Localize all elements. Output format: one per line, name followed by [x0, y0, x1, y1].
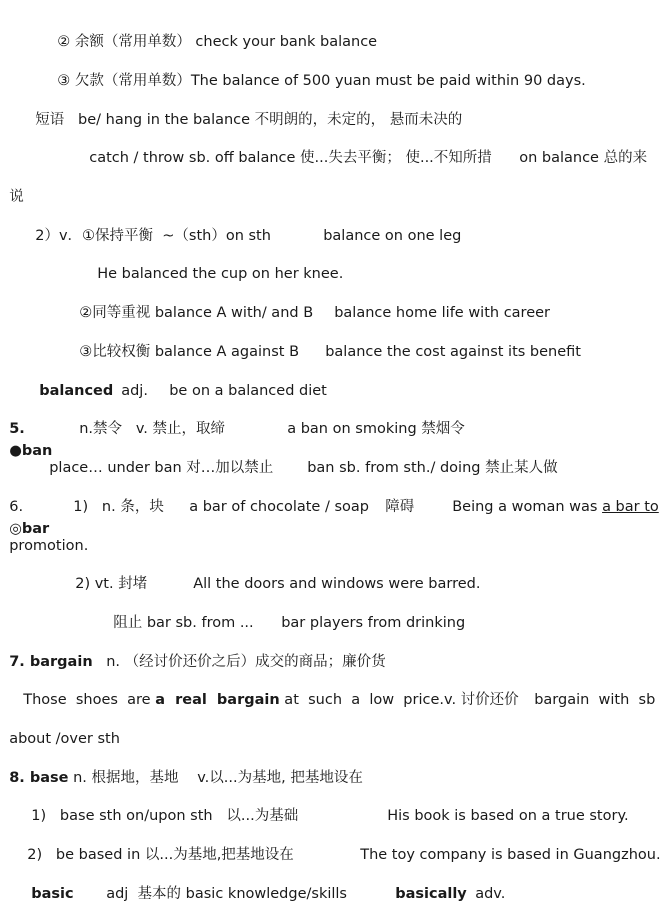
text: a bar of chocolate / soap [189, 499, 369, 515]
example-sentence [14, 667, 519, 708]
text: ③ 欠款（常用单数）The balance of 500 yuan must be paid within 90 days. [57, 73, 586, 89]
headword: 7. bargain [9, 654, 93, 670]
word-basic [22, 861, 74, 902]
text: adj 基本的 basic knowledge/skills [106, 886, 347, 902]
pos-label [466, 861, 506, 902]
example-sentence [443, 474, 659, 515]
text: 2）v．①保持平衡 ~（sth）on sth [35, 228, 271, 244]
text: adj. [121, 383, 148, 399]
text: catch / throw sb. off balance 使...失去平衡； 使...不知所措 [89, 150, 492, 166]
text: bar players from drinking [281, 615, 466, 631]
word-basically [386, 861, 467, 902]
headword: basic [31, 886, 74, 902]
continuation-text [0, 513, 89, 554]
headword: basically [395, 886, 467, 902]
text: ② 余额（常用单数） check your bank balance [57, 34, 378, 50]
verb-balance-sense-2 [70, 280, 314, 321]
verb-balance-example-1 [314, 203, 462, 244]
verb-balance-sense-1 [26, 203, 271, 244]
entry-ban [0, 396, 53, 459]
text: be on a balanced diet [169, 383, 327, 399]
entry-bar [0, 474, 50, 537]
text: He balanced the cup on her knee. [97, 266, 344, 282]
definition [97, 629, 386, 670]
example-phrase [278, 396, 465, 437]
text: Those shoes are [23, 692, 156, 708]
text: bargain with sb [534, 692, 656, 708]
phrase-based-in [18, 822, 294, 863]
text: 2) be based in 以...为基地,把基地设在 [27, 847, 294, 863]
entry-base [0, 745, 179, 786]
verb-balance-example-3 [316, 319, 581, 360]
text: v.以...为基地, 把基地设在 [197, 770, 363, 786]
sense-balance-debt [48, 48, 586, 89]
text: n.禁令 v. 禁止，取缔 [79, 421, 226, 437]
verb-definition [188, 745, 363, 786]
headword: ◎bar [9, 521, 50, 537]
definition [97, 861, 347, 902]
phrase-base-on [22, 783, 299, 824]
pos-label [112, 358, 148, 399]
example-sentence [184, 551, 481, 592]
example-phrase [160, 358, 327, 399]
text: balance on one leg [323, 228, 462, 244]
underlined-phrase: a bar to [602, 499, 659, 515]
phrase-ban-from [298, 435, 558, 476]
meaning-obstacle [376, 474, 415, 515]
text: The toy company is based in Guangzhou. [360, 847, 661, 863]
verb-bar-sense [66, 551, 148, 592]
text: at such a low price.v. 讨价还价 [279, 692, 519, 708]
text: All the doors and windows were barred. [193, 576, 481, 592]
phrases-on-balance [510, 125, 648, 166]
text: balance home life with career [334, 305, 550, 321]
text: 1) base sth on/upon sth 以...为基础 [31, 808, 299, 824]
text: ③比较权衡 balance A against B [79, 344, 300, 360]
text: adv. [475, 886, 506, 902]
verb-balance-example-2 [325, 280, 550, 321]
definition [70, 396, 226, 437]
phrases-balance [26, 87, 463, 128]
headword: balanced [39, 383, 114, 399]
entry-number: 6. [9, 499, 24, 515]
continuation-text [0, 706, 120, 747]
verb-balance-sense-3 [70, 319, 300, 360]
word-balanced [30, 358, 114, 399]
text: n. （经讨价还价之后）成交的商品；廉价货 [106, 654, 386, 670]
text: on balance 总的来 [519, 150, 648, 166]
text: Being a woman was [452, 499, 603, 515]
entry-number: 5. [9, 421, 25, 437]
phrase-bar-from [104, 590, 254, 631]
definition: n. 根据地，基地 [68, 770, 179, 786]
example-sentence [88, 241, 344, 282]
text: ban sb. from sth./ doing 禁止某人做 [307, 460, 558, 476]
entry-bargain [0, 629, 93, 670]
text: 1) n. 条，块 [73, 499, 164, 515]
text: ②同等重视 balance A with/ and B [79, 305, 314, 321]
text: promotion. [9, 538, 89, 554]
phrases-balance-2 [80, 125, 492, 166]
text: 短语 be/ hang in the balance 不明朗的，未定的， 悬而未决的 [35, 112, 463, 128]
headword: ●ban [9, 443, 53, 459]
headword: 8. base [9, 770, 69, 786]
text: 说 [9, 189, 24, 205]
definition [64, 474, 164, 515]
phrase-under-ban [40, 435, 274, 476]
text: 障碍 [385, 499, 415, 515]
text: a ban on smoking 禁烟令 [287, 421, 465, 437]
example-phrase [272, 590, 466, 631]
text: His book is based on a true story. [387, 808, 629, 824]
example-sentence [351, 822, 661, 863]
text: about /over sth [9, 731, 120, 747]
text: place… under ban 对…加以禁止 [49, 460, 274, 476]
text: 2) vt. 封堵 [75, 576, 148, 592]
phrase-bargain-with [525, 667, 656, 708]
example-phrase [180, 474, 369, 515]
continuation-text [0, 164, 24, 205]
text: balance the cost against its benefit [325, 344, 581, 360]
text: 阻止 bar sb. from ... [113, 615, 254, 631]
example-sentence [378, 783, 629, 824]
bold-phrase: a real bargain [155, 692, 280, 708]
sense-balance-remainder [48, 9, 378, 50]
